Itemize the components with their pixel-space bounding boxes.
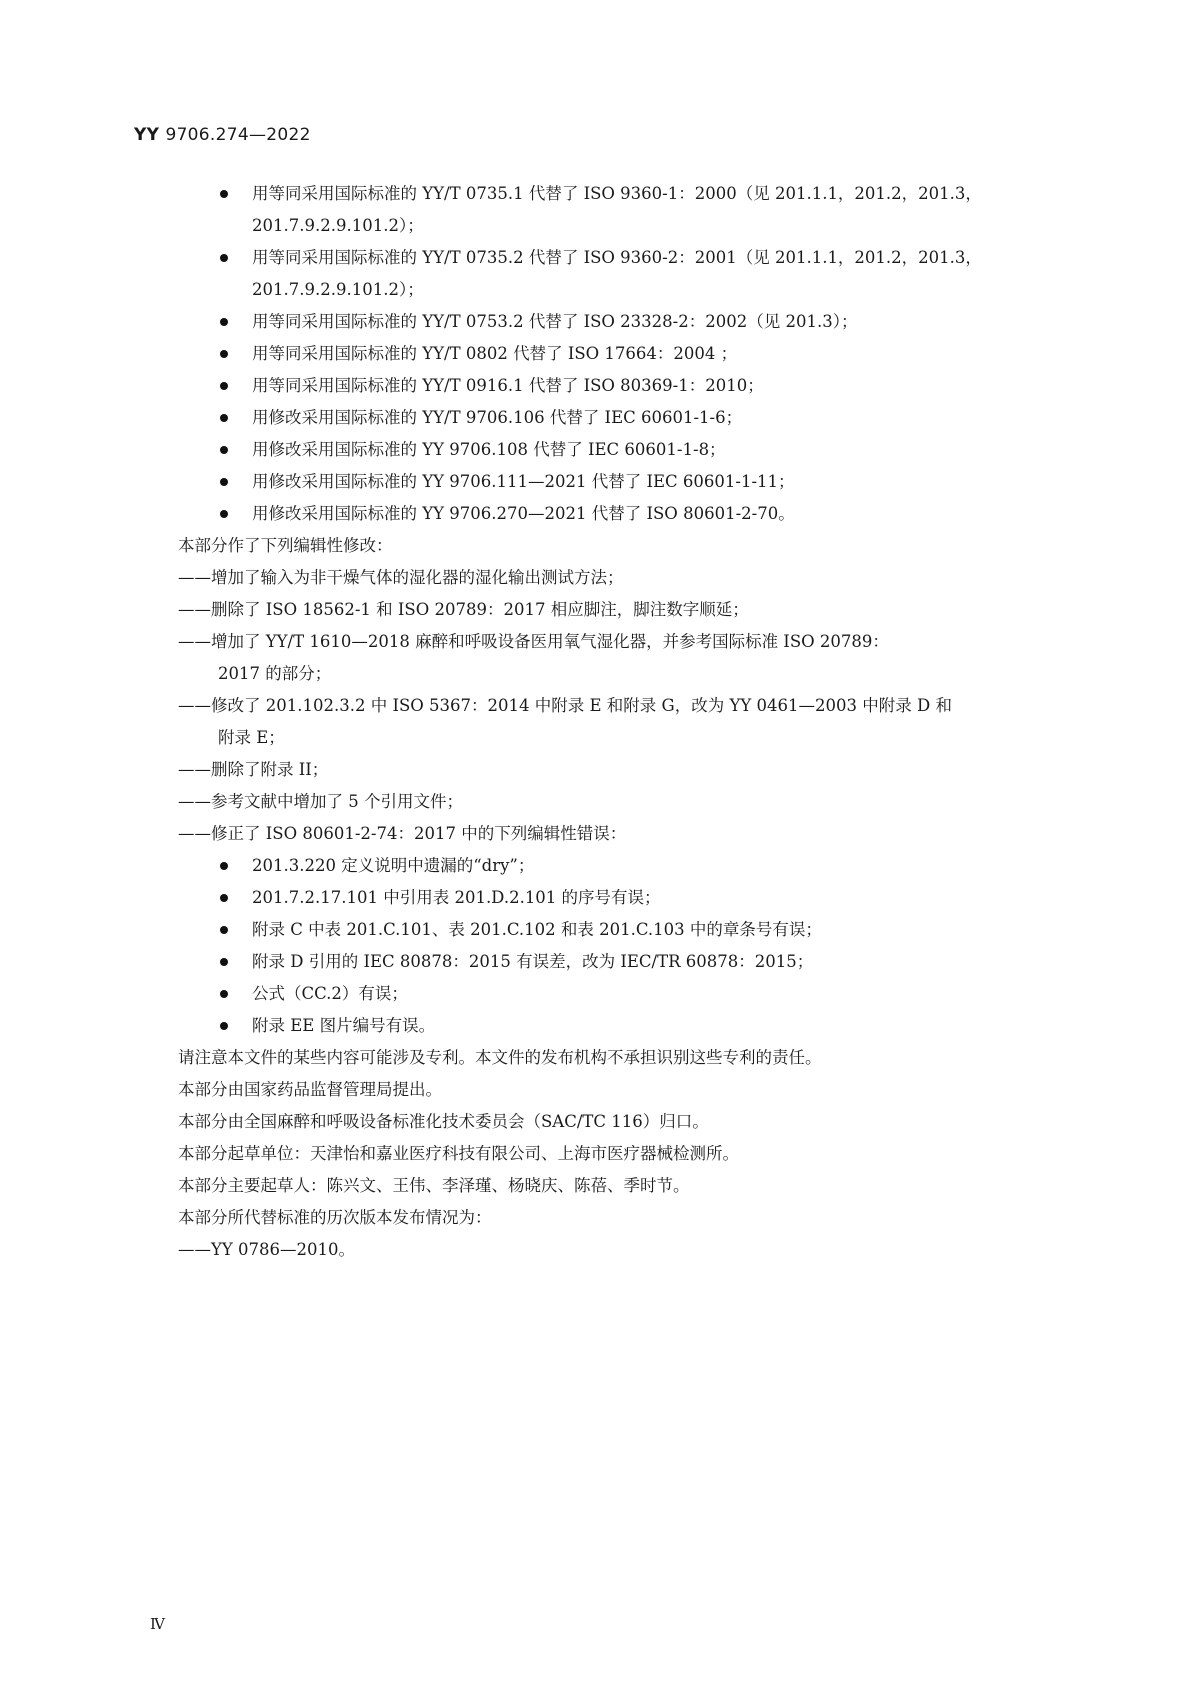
paragraph: 本部分作了下列编辑性修改： [178, 536, 393, 555]
bullet-item: 用修改采用国际标准的 YY 9706.270—2021 代替了 ISO 80601-2-70。 [178, 498, 1058, 530]
dash-item: ——删除了 ISO 18562-1 和 ISO 20789：2017 相应脚注，脚注数字顺延； [178, 600, 749, 619]
bullet-item: 公式（CC.2）有误； [178, 978, 1058, 1010]
standard-number-header [134, 125, 311, 145]
bullet-item: 用等同采用国际标准的 YY/T 0735.1 代替了 ISO 9360-1：2000（见 201.1.1，201.2，201.3， [178, 178, 1058, 210]
bullet-item: 用等同采用国际标准的 YY/T 0916.1 代替了 ISO 80369-1：2010； [178, 370, 1058, 402]
bullet-item-continuation: 201.7.9.2.9.101.2）； [252, 280, 424, 299]
bullet-item: 201.3.220 定义说明中遗漏的“dry”； [178, 850, 1058, 882]
bullet-item: 用修改采用国际标准的 YY 9706.108 代替了 IEC 60601-1-8； [178, 434, 1058, 466]
bullet-item-continuation: 201.7.9.2.9.101.2）； [252, 216, 424, 235]
bullet-item: 用等同采用国际标准的 YY/T 0735.2 代替了 ISO 9360-2：2001（见 201.1.1，201.2，201.3， [178, 242, 1058, 274]
bullet-item: 用等同采用国际标准的 YY/T 0753.2 代替了 ISO 23328-2：2002（见 201.3）； [178, 306, 1058, 338]
dash-item: ——YY 0786—2010。 [178, 1240, 356, 1259]
dash-item: ——修改了 201.102.3.2 中 ISO 5367：2014 中附录 E 和附录 G，改为 YY 0461—2003 中附录 D 和 [178, 696, 952, 715]
paragraph: 本部分主要起草人：陈兴文、王伟、李泽瑾、杨晓庆、陈蓓、季时节。 [178, 1176, 690, 1195]
paragraph: 本部分所代替标准的历次版本发布情况为： [178, 1208, 492, 1227]
dash-item: ——增加了 YY/T 1610—2018 麻醉和呼吸设备医用氧气湿化器，并参考国际标准 ISO 20789： [178, 632, 889, 651]
bullet-item: 201.7.2.17.101 中引用表 201.D.2.101 的序号有误； [178, 882, 1058, 914]
dash-item: ——增加了输入为非干燥气体的湿化器的湿化输出测试方法； [178, 568, 624, 587]
dash-item: ——参考文献中增加了 5 个引用文件； [178, 792, 463, 811]
standard-number: 9706.274—2022 [165, 125, 311, 145]
dash-item-continuation: 2017 的部分； [218, 664, 332, 683]
page-number: Ⅳ [150, 1615, 165, 1633]
bullet-item: 附录 D 引用的 IEC 80878：2015 有误差，改为 IEC/TR 60878：2015； [178, 946, 1058, 978]
dash-item-continuation: 附录 E； [218, 728, 285, 747]
paragraph: 本部分起草单位：天津怡和嘉业医疗科技有限公司、上海市医疗器械检测所。 [178, 1144, 739, 1163]
dash-item: ——删除了附录 II； [178, 760, 329, 779]
paragraph: 请注意本文件的某些内容可能涉及专利。本文件的发布机构不承担识别这些专利的责任。 [178, 1048, 822, 1067]
standard-prefix: YY [134, 125, 160, 145]
dash-item: ——修正了 ISO 80601-2-74：2017 中的下列编辑性错误： [178, 824, 627, 843]
bullet-item: 用修改采用国际标准的 YY 9706.111—2021 代替了 IEC 60601-1-11； [178, 466, 1058, 498]
bullet-item: 用修改采用国际标准的 YY/T 9706.106 代替了 IEC 60601-1-6； [178, 402, 1058, 434]
foreword-body [178, 178, 1058, 1266]
bullet-item: 附录 EE 图片编号有误。 [178, 1010, 1058, 1042]
paragraph: 本部分由国家药品监督管理局提出。 [178, 1080, 442, 1099]
bullet-item: 附录 C 中表 201.C.101、表 201.C.102 和表 201.C.103 中的章条号有误； [178, 914, 1058, 946]
bullet-item: 用等同采用国际标准的 YY/T 0802 代替了 ISO 17664：2004 ； [178, 338, 1058, 370]
paragraph: 本部分由全国麻醉和呼吸设备标准化技术委员会（SAC/TC 116）归口。 [178, 1112, 709, 1131]
